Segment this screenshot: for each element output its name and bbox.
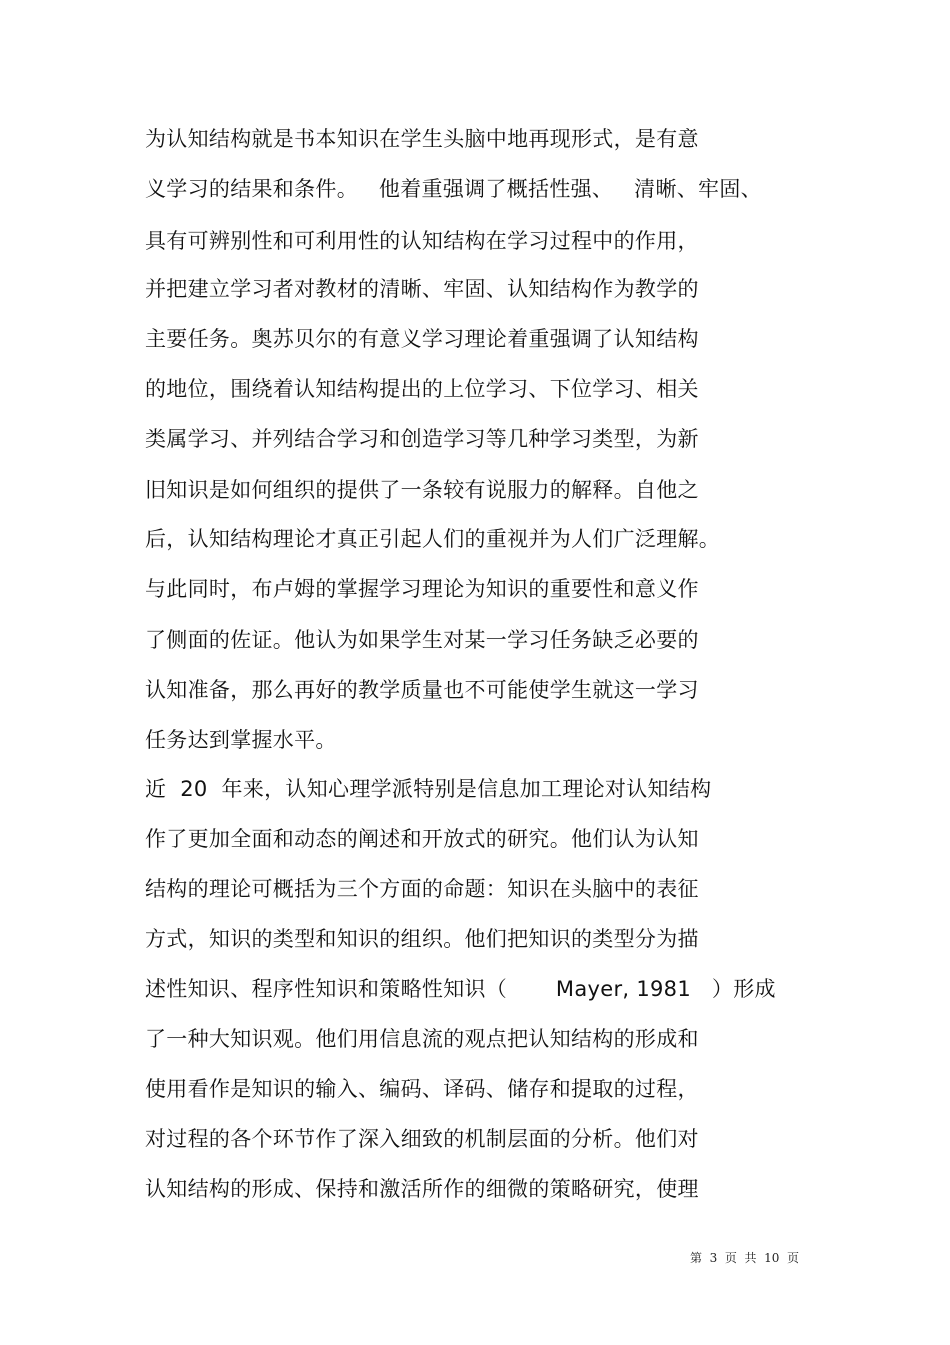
text-line: 为认知结构就是书本知识在学生头脑中地再现形式，是有意 <box>145 127 699 151</box>
text-line: 使用看作是知识的输入、编码、译码、储存和提取的过程， <box>145 1077 699 1101</box>
text-line: 具有可辨别性和可利用性的认知结构在学习过程中的作用， <box>145 229 699 253</box>
text-line: 认知准备，那么再好的教学质量也不可能使学生就这一学习 <box>145 678 699 702</box>
text-line: 义学习的结果和条件。 他着重强调了概括性强、 清晰、牢固、 <box>145 177 762 201</box>
text-line: 任务达到掌握水平。 <box>145 728 337 752</box>
text-line: 旧知识是如何组织的提供了一条较有说服力的解释。自他之 <box>145 478 699 502</box>
text-line: 了一种大知识观。他们用信息流的观点把认知结构的形成和 <box>145 1027 699 1051</box>
text-line: 结构的理论可概括为三个方面的命题：知识在头脑中的表征 <box>145 877 699 901</box>
text-line: 的地位，围绕着认知结构提出的上位学习、下位学习、相关 <box>145 377 699 401</box>
text-line: 方式，知识的类型和知识的组织。他们把知识的类型分为描 <box>145 927 699 951</box>
text-line: 并把建立学习者对教材的清晰、牢固、认知结构作为教学的 <box>145 277 699 301</box>
text-line: 后，认知结构理论才真正引起人们的重视并为人们广泛理解。 <box>145 527 721 551</box>
text-line: 类属学习、并列结合学习和创造学习等几种学习类型，为新 <box>145 427 699 451</box>
text-line: 对过程的各个环节作了深入细致的机制层面的分析。他们对 <box>145 1127 699 1151</box>
text-line: 与此同时，布卢姆的掌握学习理论为知识的重要性和意义作 <box>145 577 699 601</box>
text-line: 述性知识、程序性知识和策略性知识（ Mayer, 1981 ）形成 <box>145 977 776 1001</box>
text-line: 作了更加全面和动态的阐述和开放式的研究。他们认为认知 <box>145 827 699 851</box>
text-line: 认知结构的形成、保持和激活所作的细微的策略研究，使理 <box>145 1177 699 1201</box>
page-number-footer: 第 3 页 共 10 页 <box>690 1251 800 1265</box>
text-line: 了侧面的佐证。他认为如果学生对某一学习任务缺乏必要的 <box>145 628 699 652</box>
text-line: 主要任务。奥苏贝尔的有意义学习理论着重强调了认知结构 <box>145 327 699 351</box>
text-line: 近 20 年来，认知心理学派特别是信息加工理论对认知结构 <box>145 777 712 801</box>
